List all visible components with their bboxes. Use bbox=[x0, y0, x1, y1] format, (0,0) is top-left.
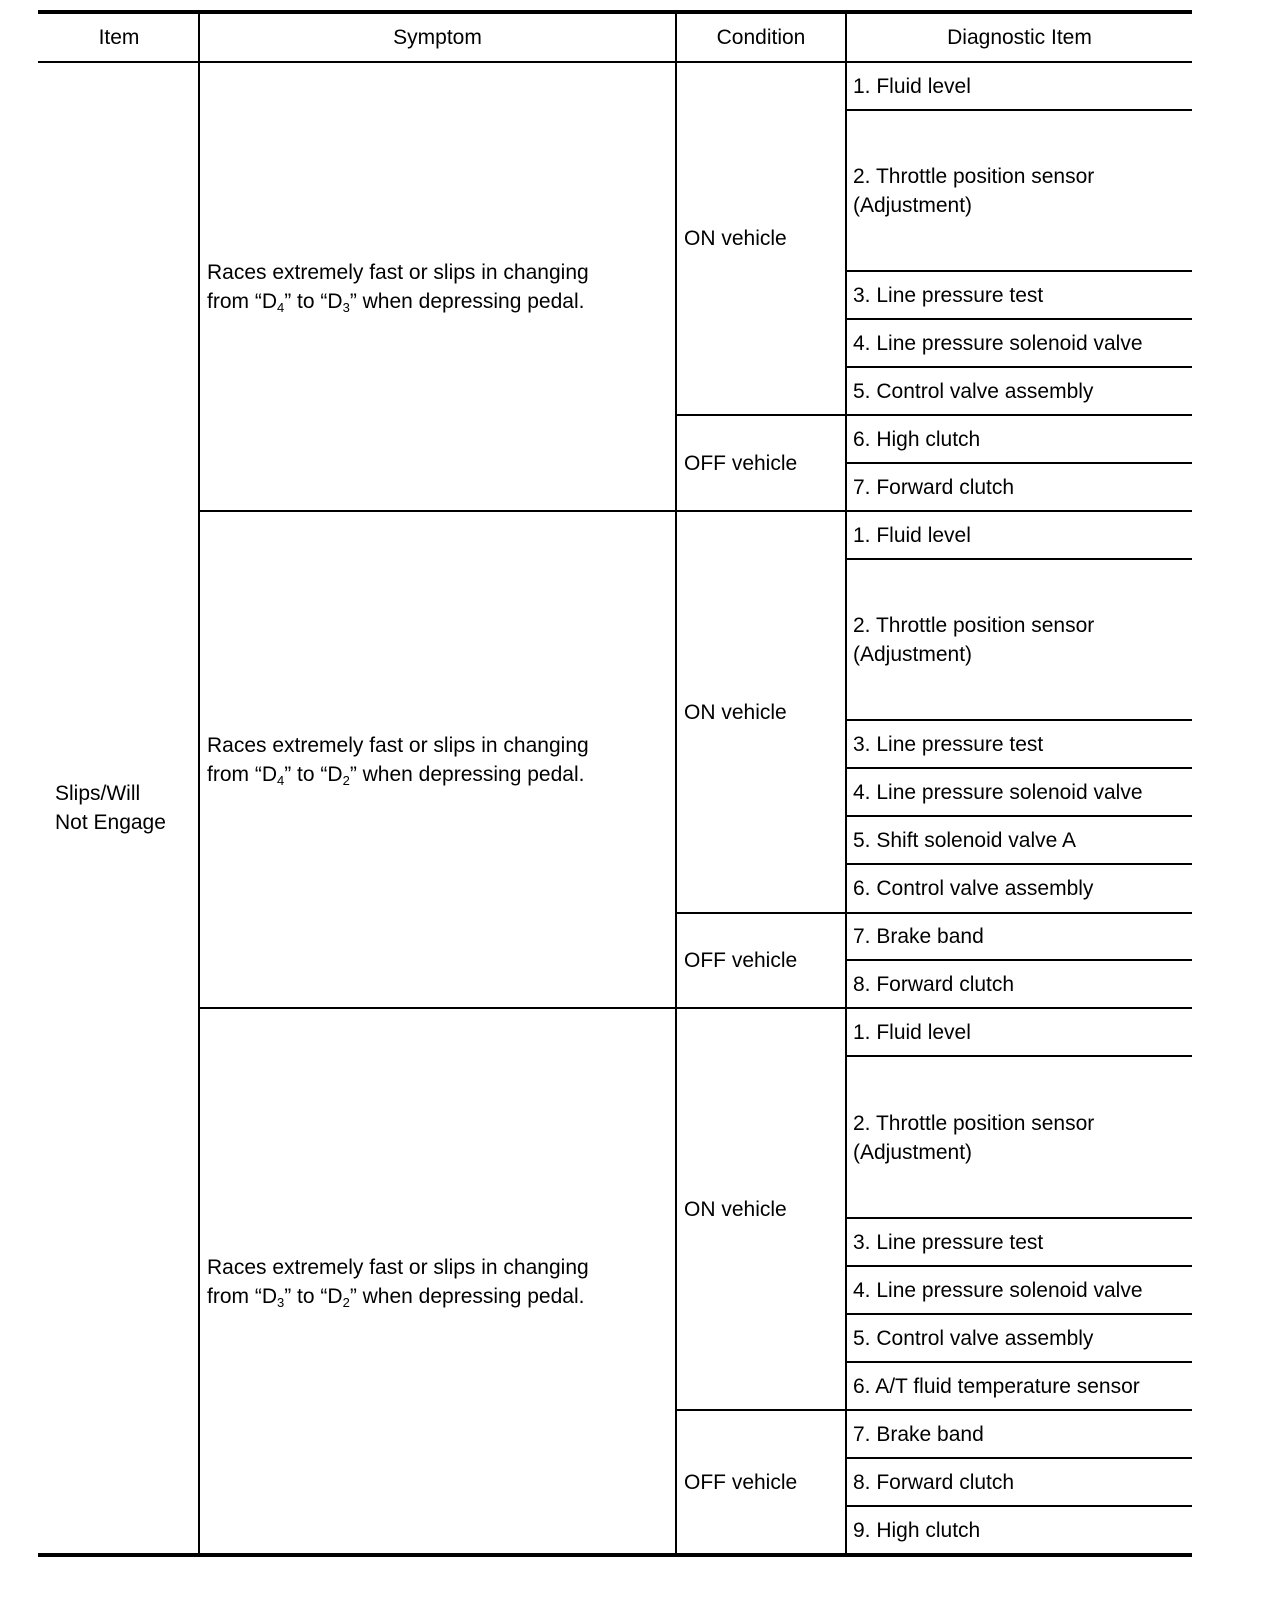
symptom-text: from “$D_4$” to “$D_3$” when depressing pedal. bbox=[207, 290, 585, 315]
diagnostic-item: (Adjustment) bbox=[853, 194, 973, 217]
condition-on-vehicle: ON vehicle bbox=[684, 1198, 787, 1221]
row-divider bbox=[845, 767, 1192, 769]
condition-on-vehicle: ON vehicle bbox=[684, 227, 787, 250]
diagnostic-item: 2. Throttle position sensor bbox=[853, 1112, 1095, 1135]
row-divider bbox=[845, 1313, 1192, 1315]
item-label: Not Engage bbox=[55, 811, 166, 834]
condition-divider bbox=[675, 912, 1192, 914]
diagnostic-item: 6. A/T fluid temperature sensor bbox=[853, 1375, 1140, 1398]
diagnostic-item: 6. Control valve assembly bbox=[853, 877, 1094, 900]
row-divider bbox=[845, 1361, 1192, 1363]
symptom-text: Races extremely fast or slips in changing bbox=[207, 261, 589, 284]
condition-off-vehicle: OFF vehicle bbox=[684, 949, 798, 972]
diagnostic-item: 3. Line pressure test bbox=[853, 733, 1044, 756]
diagnostic-item: 2. Throttle position sensor bbox=[853, 165, 1095, 188]
diagnostic-item: 5. Control valve assembly bbox=[853, 380, 1094, 403]
diagnostic-item: 5. Shift solenoid valve A bbox=[853, 829, 1076, 852]
header-symptom: Symptom bbox=[393, 26, 482, 49]
diagnostic-item: 5. Control valve assembly bbox=[853, 1327, 1094, 1350]
row-divider bbox=[845, 959, 1192, 961]
column-divider bbox=[198, 14, 200, 1553]
row-divider bbox=[845, 1457, 1192, 1459]
row-divider bbox=[845, 109, 1192, 111]
header-item: Item bbox=[98, 26, 140, 49]
row-divider bbox=[845, 558, 1192, 560]
diagnostic-item: 4. Line pressure solenoid valve bbox=[853, 781, 1143, 804]
diagnostic-item: (Adjustment) bbox=[853, 643, 973, 666]
condition-on-vehicle: ON vehicle bbox=[684, 701, 787, 724]
row-divider bbox=[845, 719, 1192, 721]
row-divider bbox=[845, 863, 1192, 865]
row-divider bbox=[845, 1505, 1192, 1507]
diagnostic-item: 1. Fluid level bbox=[853, 524, 971, 547]
row-divider bbox=[845, 318, 1192, 320]
group-divider bbox=[198, 1007, 1192, 1009]
condition-divider bbox=[675, 1409, 1192, 1411]
group-divider bbox=[198, 510, 1192, 512]
diagnostic-item: 8. Forward clutch bbox=[853, 973, 1015, 996]
column-divider bbox=[675, 14, 677, 1553]
row-divider bbox=[845, 815, 1192, 817]
diagnostic-item: 1. Fluid level bbox=[853, 75, 971, 98]
diagnostic-item: (Adjustment) bbox=[853, 1141, 973, 1164]
row-divider bbox=[845, 1265, 1192, 1267]
diagnostic-item: 7. Brake band bbox=[853, 925, 984, 948]
header-condition: Condition bbox=[716, 26, 806, 49]
condition-off-vehicle: OFF vehicle bbox=[684, 1471, 798, 1494]
column-divider bbox=[845, 14, 847, 1553]
symptom-text: Races extremely fast or slips in changing bbox=[207, 1256, 589, 1279]
diagnostic-item: 3. Line pressure test bbox=[853, 284, 1044, 307]
symptom-text: from “$D_3$” to “$D_2$” when depressing pedal. bbox=[207, 1285, 585, 1310]
diagnostic-item: 2. Throttle position sensor bbox=[853, 614, 1095, 637]
diagnostic-item: 4. Line pressure solenoid valve bbox=[853, 332, 1143, 355]
diagnostic-item: 4. Line pressure solenoid valve bbox=[853, 1279, 1143, 1302]
condition-off-vehicle: OFF vehicle bbox=[684, 452, 798, 475]
diagnostic-item: 8. Forward clutch bbox=[853, 1471, 1015, 1494]
diagnostic-item: 7. Forward clutch bbox=[853, 476, 1015, 499]
symptom-text: from “$D_4$” to “$D_2$” when depressing pedal. bbox=[207, 763, 585, 788]
row-divider bbox=[845, 1055, 1192, 1057]
table-top-border bbox=[38, 10, 1192, 14]
row-divider bbox=[845, 366, 1192, 368]
header-bottom-rule bbox=[38, 61, 1192, 63]
row-divider bbox=[845, 462, 1192, 464]
table-bottom-border bbox=[38, 1553, 1192, 1557]
diagnostic-item: 7. Brake band bbox=[853, 1423, 984, 1446]
row-divider bbox=[845, 1217, 1192, 1219]
diagnostic-item: 3. Line pressure test bbox=[853, 1231, 1044, 1254]
diagnostic-item: 6. High clutch bbox=[853, 428, 981, 451]
diagnostic-item: 9. High clutch bbox=[853, 1519, 981, 1542]
item-label: Slips/Will bbox=[55, 782, 141, 805]
symptom-text: Races extremely fast or slips in changing bbox=[207, 734, 589, 757]
row-divider bbox=[845, 270, 1192, 272]
condition-divider bbox=[675, 414, 1192, 416]
diagnostic-item: 1. Fluid level bbox=[853, 1021, 971, 1044]
header-diagnostic-item: Diagnostic Item bbox=[947, 26, 1092, 49]
